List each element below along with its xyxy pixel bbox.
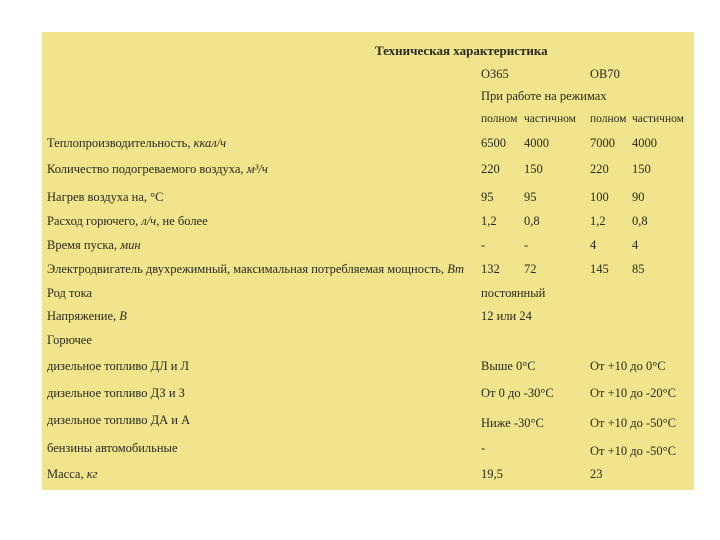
start-time-oz65-full: - <box>481 238 486 252</box>
air-volume-oz65-full: 220 <box>481 162 500 176</box>
motor-power-oz65-full: 132 <box>481 262 500 276</box>
row-heat-output-label: Теплопроизводительность, ккал/ч <box>47 136 227 150</box>
oz65-mode-full: полном <box>481 113 518 125</box>
ov70-mode-full: полном <box>590 113 627 125</box>
motor-power-ov70-full: 145 <box>590 262 609 276</box>
row-fuel-heading: Горючее <box>47 333 92 347</box>
start-time-ov70-partial: 4 <box>632 238 639 252</box>
mass-ov70: 23 <box>590 467 603 481</box>
gasoline-ov70: От +10 до -50°С <box>590 444 677 458</box>
start-time-oz65-partial: - <box>524 238 529 252</box>
fuel-da-ov70: От +10 до -50°С <box>590 416 677 430</box>
heat-output-ov70-partial: 4000 <box>632 136 657 150</box>
fuel-dl-oz65: Выше 0°С <box>481 359 536 373</box>
row-fuel-da-label: дизельное топливо ДА и А <box>47 413 191 427</box>
row-mass-label: Масса, кг <box>47 467 98 481</box>
fuel-da-oz65: Ниже -30°С <box>481 416 544 430</box>
row-fuel-consumption-label: Расход горючего, л/ч, не более <box>47 214 208 228</box>
ov70-mode-partial: частичном <box>632 113 684 125</box>
mass-oz65: 19,5 <box>481 467 503 481</box>
fuel-consumption-oz65-full: 1,2 <box>481 214 497 228</box>
fuel-consumption-oz65-partial: 0,8 <box>524 214 540 228</box>
heat-output-ov70-full: 7000 <box>590 136 615 150</box>
spec-title: Техническая характеристика <box>375 43 548 58</box>
fuel-consumption-ov70-partial: 0,8 <box>632 214 648 228</box>
model-ov70-header: ОВ70 <box>590 67 620 81</box>
heat-output-oz65-partial: 4000 <box>524 136 549 150</box>
air-heating-oz65-partial: 95 <box>524 190 537 204</box>
air-heating-oz65-full: 95 <box>481 190 494 204</box>
air-heating-ov70-partial: 90 <box>632 190 645 204</box>
row-gasoline-label: бензины автомобильные <box>47 441 178 455</box>
row-voltage-label: Напряжение, В <box>47 309 127 323</box>
current-type-value: постоянный <box>481 286 546 300</box>
fuel-dz-ov70: От +10 до -20°С <box>590 386 677 400</box>
air-volume-ov70-partial: 150 <box>632 162 651 176</box>
row-air-heating-label: Нагрев воздуха на, °С <box>47 190 164 204</box>
fuel-consumption-ov70-full: 1,2 <box>590 214 606 228</box>
motor-power-ov70-partial: 85 <box>632 262 645 276</box>
air-volume-oz65-partial: 150 <box>524 162 543 176</box>
row-fuel-dz-label: дизельное топливо ДЗ и З <box>47 386 185 400</box>
row-air-volume-label: Количество подогреваемого воздуха, м³/ч <box>47 162 268 176</box>
row-fuel-dl-label: дизельное топливо ДЛ и Л <box>47 359 190 373</box>
fuel-dl-ov70: От +10 до 0°С <box>590 359 666 373</box>
row-current-type-label: Род тока <box>47 286 92 300</box>
heat-output-oz65-full: 6500 <box>481 136 506 150</box>
air-heating-ov70-full: 100 <box>590 190 609 204</box>
voltage-value: 12 или 24 <box>481 309 532 323</box>
motor-power-oz65-partial: 72 <box>524 262 537 276</box>
gasoline-oz65: - <box>481 441 486 455</box>
air-volume-ov70-full: 220 <box>590 162 609 176</box>
fuel-dz-oz65: От 0 до -30°С <box>481 386 554 400</box>
modes-heading: При работе на режимах <box>481 89 607 103</box>
start-time-ov70-full: 4 <box>590 238 597 252</box>
model-oz65-header: ОЗ65 <box>481 67 509 81</box>
row-start-time-label: Время пуска, мин <box>47 238 141 252</box>
row-motor-power-label: Электродвигатель двухрежимный, максимальная потребляемая мощность, Вт <box>47 262 465 276</box>
oz65-mode-partial: частичном <box>524 113 576 125</box>
